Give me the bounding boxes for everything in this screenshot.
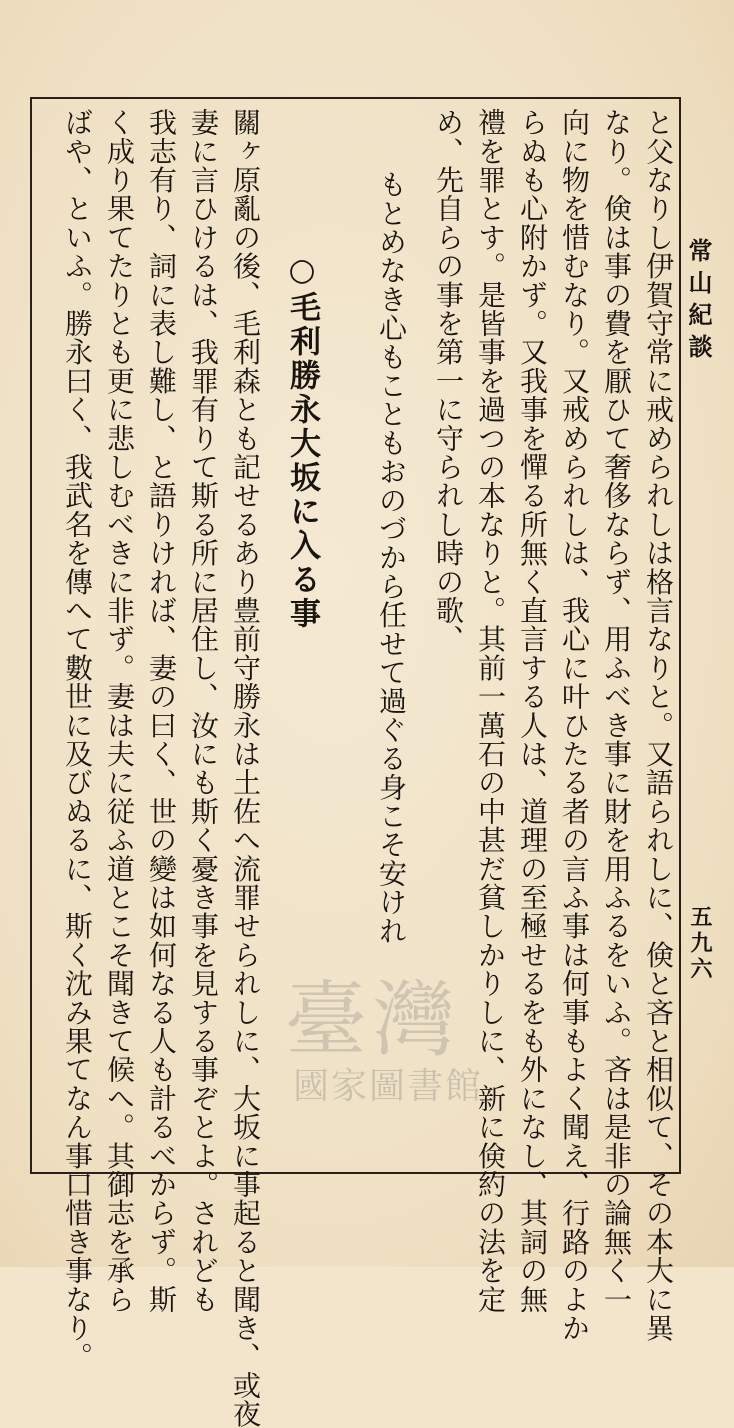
text-column-3: 向に物を惜むなり。又戒められしは、我心に叶ひたる者の言ふ事は何事もよく聞え、行路のよか <box>558 108 591 1343</box>
section-heading: ○毛利勝永大坂に入る事 <box>284 252 320 631</box>
text-column-2: なり。倹は事の費を厭ひて奢侈ならず、用ふべき事に財を用ふるをいふ。吝は是非の論無く一 <box>600 108 633 1314</box>
watermark-library-text: 國家圖書館 <box>293 1066 484 1107</box>
book-title: 常山紀談 <box>684 238 713 366</box>
text-column-4: らぬも心附かず。又我事を憚る所無く直言する人は、道理の至極せるをも外になし、其詞の無 <box>516 108 549 1314</box>
page-number: 五九六 <box>687 905 713 983</box>
section-column-5: ばや、といふ。勝永曰く、我武名を傳へて數世に及びぬるに、斯く沈み果てなん事口惜き事なり。 <box>61 108 94 1371</box>
poem-column: もとめなき心もこともおのづから任せて過ぐる身こそ安けれ <box>375 170 408 945</box>
text-column-5: 禮を罪とす。是皆事を過つの本なりと。其前一萬石の中甚だ貧しかりしに、新に倹約の法を定 <box>474 108 507 1314</box>
section-column-4: く成り果てたりとも更に悲しむべきに非ず。妻は夫に従ふ道とこそ聞きて候へ。其御志を承ら <box>103 108 136 1314</box>
watermark-seal-text: 臺灣 <box>285 973 462 1068</box>
text-column-1: と父なりし伊賀守常に戒められしは格言なりと。又語られしに、倹と吝と相似て、その本大に異 <box>642 108 675 1343</box>
section-column-3: 我志有り、詞に表し難し、と語りければ、妻の曰く、世の變は如何なる人も計るべからず。斯 <box>145 108 178 1314</box>
text-column-6: め、先自らの事を第一に守られし時の歌、 <box>432 108 465 654</box>
section-column-1: 關ヶ原亂の後、毛利森とも記せるあり豊前守勝永は土佐へ流罪せられしに、大坂に事起ると聞き、或夜 <box>229 108 262 1428</box>
section-column-2: 妻に言ひけるは、我罪有りて斯る所に居住し、汝にも斯く憂き事を見する事ぞとよ。されども <box>187 108 220 1314</box>
